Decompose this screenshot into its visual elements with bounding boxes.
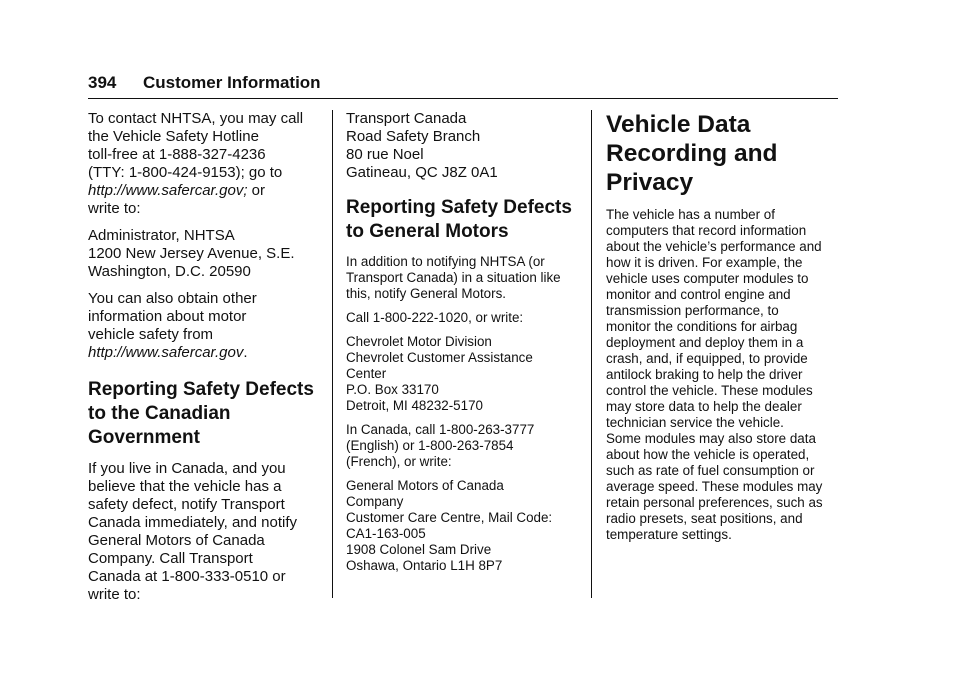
column-divider xyxy=(591,110,592,598)
nhtsa-address: Administrator, NHTSA 1200 New Jersey Avenue, S.E. Washington, D.C. 20590 xyxy=(88,227,295,280)
vehicle-data-paragraph: The vehicle has a number of computers that record information about the vehicle’s performance and how it is driven. For example, the vehicle uses computer modules to monitor and control engine and transmission performance, to monitor the conditions for airbag deployment and deploy them in a crash, and, if equipped, to provide antilock braking to help the driver control the vehicle. These modules may store data to help the dealer technician service the vehicle. Some modules may also store data about how the vehicle is operated, such as rate of fuel consumption or average speed. These modules may retain personal preferences, such as radio presets, seat positions, and temperature settings. xyxy=(606,207,823,542)
chevrolet-address: Chevrolet Motor Division Chevrolet Customer Assistance Center P.O. Box 33170 Detroit, MI 48232-5170 xyxy=(346,334,533,413)
canada-call-paragraph: In Canada, call 1-800-263-3777 (English) or 1-800-263-7854 (French), or write: xyxy=(346,422,535,469)
nhtsa-contact-tail: or write to: xyxy=(88,182,266,217)
more-info-tail: . xyxy=(243,344,248,361)
page-header xyxy=(88,70,838,99)
column-divider xyxy=(332,110,333,598)
heading-canadian-government: Reporting Safety Defects to the Canadian Government xyxy=(88,379,314,448)
safercar-link[interactable]: http://www.safercar.gov; xyxy=(88,182,248,199)
section-title: Customer Information xyxy=(143,73,321,92)
column-2 xyxy=(346,110,586,574)
nhtsa-contact-text: To contact NHTSA, you may call the Vehicle Safety Hotline toll-free at 1-888-327-4236 (TTY: 1-800-424-9153); go to xyxy=(88,110,304,181)
canada-paragraph: If you live in Canada, and you believe that the vehicle has a safety defect, notify Transport Canada immediately, and notify General Motors of Canada Company. Call Transport Canada at 1-800-333-0510 or write to: xyxy=(88,460,298,603)
nhtsa-contact-paragraph xyxy=(88,110,328,218)
page-number: 394 xyxy=(88,73,117,92)
gm-notify-paragraph: In addition to notifying NHTSA (or Transport Canada) in a situation like this, notify General Motors. xyxy=(346,254,561,301)
transport-canada-address: Transport Canada Road Safety Branch 80 rue Noel Gatineau, QC J8Z 0A1 xyxy=(346,110,498,181)
more-info-text: You can also obtain other information about motor vehicle safety from xyxy=(88,290,257,343)
column-1 xyxy=(88,110,328,604)
heading-general-motors: Reporting Safety Defects to General Motors xyxy=(346,197,572,242)
safercar-link-2[interactable]: http://www.safercar.gov xyxy=(88,344,244,361)
gm-canada-address: General Motors of Canada Company Customer Care Centre, Mail Code: CA1-163-005 1908 Colonel Sam Drive Oshawa, Ontario L1H 8P7 xyxy=(346,478,553,573)
gm-call-paragraph: Call 1-800-222-1020, or write: xyxy=(346,310,524,325)
more-info-paragraph xyxy=(88,290,328,362)
heading-vehicle-data-privacy: Vehicle Data Recording and Privacy xyxy=(606,111,778,196)
column-3 xyxy=(606,110,851,543)
